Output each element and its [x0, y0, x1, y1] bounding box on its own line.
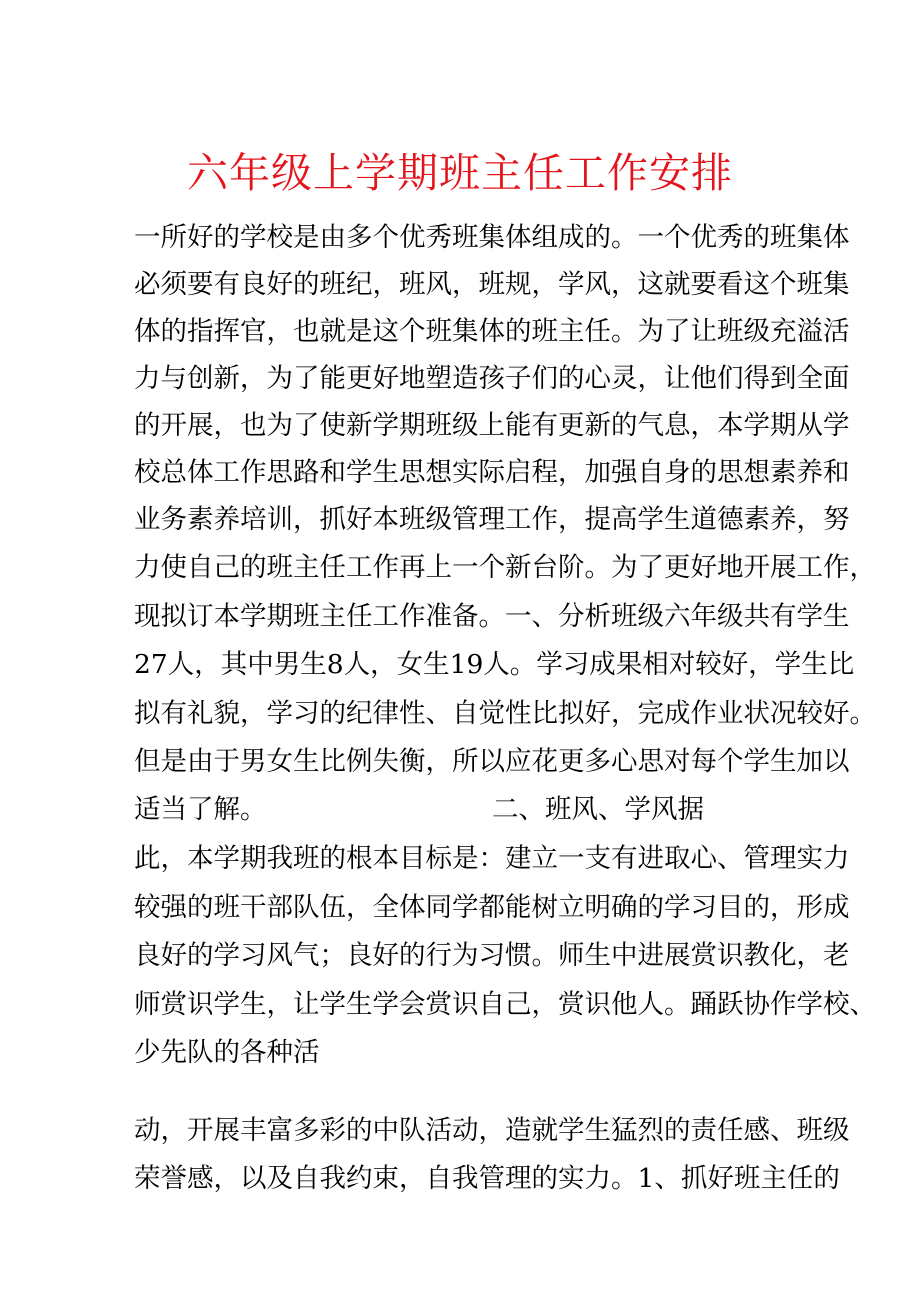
- paragraph-line: 少先队的各种活: [134, 1037, 320, 1068]
- paragraph-line: 较强的班干部队伍，全体同学都能树立明确的学习目的，形成: [134, 892, 850, 923]
- paragraph-line: 荣誉感，以及自我约束，自我管理的实力。1、抓好班主任的: [134, 1163, 840, 1194]
- document-title: 六年级上学期班主任工作安排: [187, 149, 733, 197]
- paragraph-line: 必须要有良好的班纪，班风，班规，学风，这就要看这个班集: [134, 269, 850, 300]
- paragraph-line: 一所好的学校是由多个优秀班集体组成的。一个优秀的班集体: [134, 222, 850, 253]
- paragraph-line-split: [134, 787, 794, 833]
- paragraph-line: 良好的学习风气；良好的行为习惯。师生中进展赏识教化，老: [134, 940, 850, 971]
- paragraph-line: 此，本学期我班的根本目标是：建立一支有进取心、管理实力: [134, 843, 850, 874]
- paragraph-line: 但是由于男女生比例失衡，所以应花更多心思对每个学生加以: [134, 746, 850, 777]
- paragraph-line: 力与创新，为了能更好地塑造孩子们的心灵，让他们得到全面: [134, 363, 850, 394]
- paragraph-line: 体的指挥官，也就是这个班集体的班主任。为了让班级充溢活: [134, 316, 850, 347]
- paragraph-line: 现拟订本学期班主任工作准备。一、分析班级六年级共有学生: [134, 601, 850, 632]
- paragraph-line: 业务素养培训，抓好本班级管理工作，提高学生道德素养，努: [134, 504, 850, 535]
- section-heading-inline: 二、班风、学风据: [492, 794, 704, 825]
- paragraph-line: 拟有礼貌，学习的纪律性、自觉性比拟好，完成作业状况较好。: [134, 698, 876, 729]
- paragraph-line: 师赏识学生，让学生学会赏识自己，赏识他人。踊跃协作学校、: [134, 989, 876, 1020]
- paragraph-line: 动，开展丰富多彩的中队活动，造就学生猛烈的责任感、班级: [134, 1115, 850, 1146]
- paragraph-line: 校总体工作思路和学生思想实际启程，加强自身的思想素养和: [134, 457, 850, 488]
- line-segment-left: 适当了解。: [134, 794, 267, 825]
- paragraph-line: 的开展，也为了使新学期班级上能有更新的气息，本学期从学: [134, 410, 850, 441]
- paragraph-line: 27人，其中男生8人，女生19人。学习成果相对较好，学生比: [134, 649, 855, 680]
- paragraph-line: 力使自己的班主任工作再上一个新台阶。为了更好地开展工作，: [134, 552, 876, 583]
